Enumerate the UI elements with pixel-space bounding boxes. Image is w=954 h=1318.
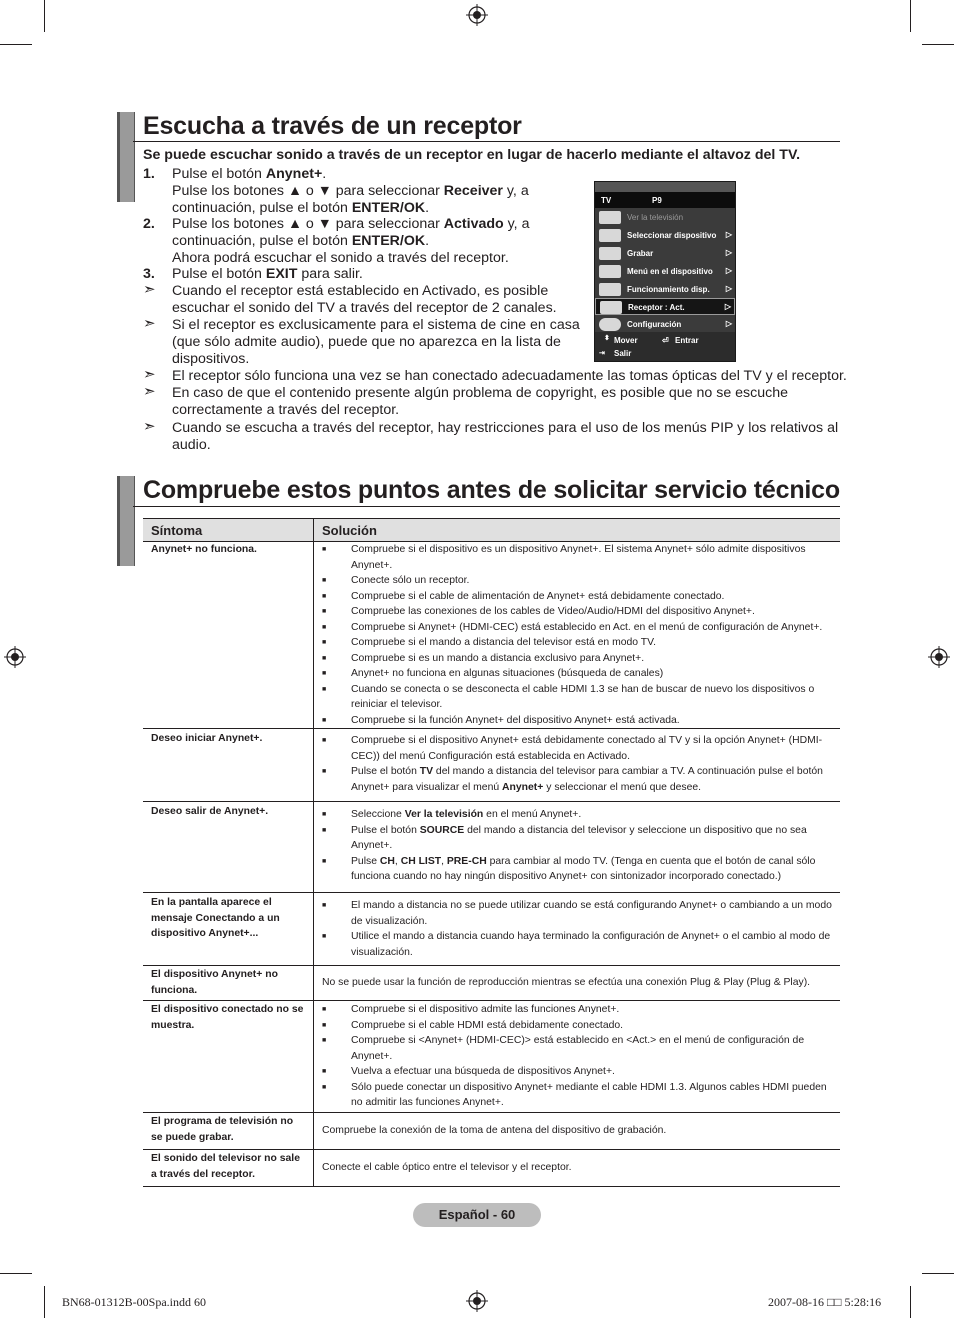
note-arrow-icon: ➣ <box>143 315 156 332</box>
arrow-right-icon: ▷ <box>725 266 732 275</box>
registration-mark-icon <box>466 1290 488 1312</box>
table-row <box>143 802 840 893</box>
section1-intro: Se puede escuchar sonido a través de un receptor en lugar de hacerlo mediante el altavoz del TV. <box>143 147 801 163</box>
osd-item-ver-television[interactable]: Ver la televisión <box>595 209 735 226</box>
section-divider <box>133 141 840 142</box>
table-row <box>143 1113 840 1150</box>
anynet-menu-screenshot <box>594 181 736 362</box>
table-row <box>143 729 840 802</box>
solution: ■ Compruebe si el dispositivo es un dispositivo Anynet+. El sistema Anynet+ sólo admite dispositivos Anynet+. ■ Conecte sólo un receptor. ■ Compruebe si el cable de alimentación de Anynet+ está debidamente conectado. ■ Compruebe las conexiones de los cables de Video/Audio/HDMI del dispositivo Anynet+. ■ Compruebe si Anynet+ (HDMI-CEC) está establecido en Act. en el menú de configuración de Anynet+. ■ Compruebe si el mando a distancia del televisor está en modo TV. ■ Compruebe si es un mando a distancia exclusivo para Anynet+. ■ Anynet+ no funciona en algunas situaciones (búsqueda de canales) ■ Cuando se conecta o se desconecta el cable HDMI 1.3 se han de buscar de nuevo los dispositivos o reiniciar el televisor. ■ Compruebe si la función Anynet+ del dispositivo Anynet+ está activada. <box>314 542 841 729</box>
solution: ■ Compruebe si el dispositivo admite las funciones Anynet+. ■ Compruebe si el cable HDMI está debidamente conectado. ■ Compruebe si <Anynet+ (HDMI-CEC)> está establecido en <Act.> en el menú de configuración de Anynet+. ■ Vuelva a efectuar una búsqueda de dispositivos Anynet+. ■ Sólo puede conectar un dispositivo Anynet+ mediante el cable HDMI 1.3. Algunos cables HDMI pueden no admitir las funciones Anynet+. <box>314 1001 841 1113</box>
solution: ■ Compruebe si el dispositivo Anynet+ está debidamente conectado al TV y si la opción Anynet+ (HDMI-CEC)) del menú Configuración está establecida en Activado. ■ Pulse el botón TV del mando a distancia del televisor para cambiar a TV. A continuación pulse el botón Anynet+ para visualizar el menú Anynet+ y seleccionar el menú que desee. <box>314 729 841 802</box>
registration-mark-icon <box>4 646 26 668</box>
osd-exit-label: Salir <box>614 349 632 358</box>
crop-mark <box>910 0 911 32</box>
col-symptom: Síntoma <box>143 519 314 542</box>
solution: Conecte el cable óptico entre el televisor y el receptor. <box>314 1150 841 1187</box>
table-row <box>143 1150 840 1187</box>
crop-mark <box>44 0 45 32</box>
symptom: Deseo iniciar Anynet+. <box>143 729 314 802</box>
section-divider <box>133 506 840 507</box>
osd-top-bar <box>595 182 735 192</box>
note-4: En caso de que el contenido presente algún problema de copyright, es posible que no se escuche correctamente a través del receptor. <box>172 385 788 418</box>
note-5: Cuando se escucha a través del receptor, hay restricciones para el uso de los menús PIP y los relativos al audio. <box>172 420 839 453</box>
step-number: 2. <box>143 216 155 232</box>
troubleshooting-table <box>143 518 840 1187</box>
arrow-right-icon: ▷ <box>725 319 732 328</box>
crop-mark <box>910 1286 911 1318</box>
osd-header <box>595 192 735 208</box>
note-3: El receptor sólo funciona una vez se han conectado adecuadamente las tomas ópticas del TV y el receptor. <box>172 368 847 384</box>
osd-item-receptor[interactable]: Receptor : Act. ▷ <box>595 298 735 315</box>
osd-item-funcionamiento[interactable]: Funcionamiento disp. ▷ <box>595 281 735 298</box>
footer-file: BN68-01312B-00Spa.indd 60 <box>62 1295 206 1309</box>
receiver-icon <box>600 301 622 314</box>
osd-item-configuracion[interactable]: Configuración ▷ <box>595 316 735 333</box>
table-header-row <box>143 519 840 542</box>
arrow-right-icon: ▷ <box>725 284 732 293</box>
crop-mark <box>0 44 32 45</box>
symptom: En la pantalla aparece el mensaje Conectando a un dispositivo Anynet+... <box>143 893 314 966</box>
solution: ■ El mando a distancia no se puede utilizar cuando se está configurando Anynet+ o cambiando a un modo de visualización. ■ Utilice el mando a distancia cuando haya terminado la configuración de Anynet+ o el cambio al modo de visualización. <box>314 893 841 966</box>
section2-title: Compruebe estos puntos antes de solicitar servicio técnico <box>143 476 840 504</box>
solution: No se puede usar la función de reproducción mientras se efectúa una conexión Plug & Play (Plug & Play). <box>314 966 841 1001</box>
step-2: Pulse los botones ▲ o ▼ para seleccionar Activado y, a continuación, pulse el botón ENTER/OK. Ahora podrá escuchar el sonido a través del receptor. <box>172 216 530 266</box>
record-icon <box>599 247 621 260</box>
osd-item-seleccionar-dispositivo[interactable]: Seleccionar dispositivo ▷ <box>595 227 735 244</box>
crop-mark <box>0 1273 32 1274</box>
crop-mark <box>922 1273 954 1274</box>
step-number: 1. <box>143 166 155 182</box>
section-marker <box>117 112 135 202</box>
page-number: Español - 60 <box>413 1203 541 1227</box>
col-solution: Solución <box>314 519 841 542</box>
step-number: 3. <box>143 266 155 282</box>
osd-enter-label: Entrar <box>675 336 699 345</box>
osd-channel: P9 <box>652 196 662 205</box>
operation-icon <box>599 283 621 296</box>
osd-item-grabar[interactable]: Grabar ▷ <box>595 245 735 262</box>
section-marker <box>117 476 135 566</box>
footer-date: 2007-08-16 □□ 5:28:16 <box>768 1295 882 1309</box>
table-row <box>143 966 840 1001</box>
gear-icon <box>599 318 621 331</box>
osd-footer <box>595 332 735 361</box>
arrow-right-icon: ▷ <box>725 230 732 239</box>
registration-mark-icon <box>466 4 488 26</box>
enter-icon: ⏎ <box>662 336 669 345</box>
arrow-right-icon: ▷ <box>724 302 731 311</box>
note-arrow-icon: ➣ <box>143 418 156 435</box>
note-arrow-icon: ➣ <box>143 383 156 400</box>
symptom: Anynet+ no funciona. <box>143 542 314 729</box>
updown-icon: ⬍ <box>604 335 610 342</box>
device-icon <box>599 229 621 242</box>
note-arrow-icon: ➣ <box>143 281 156 298</box>
symptom: El sonido del televisor no sale a través del receptor. <box>143 1150 314 1187</box>
table-row <box>143 1001 840 1113</box>
solution: Compruebe la conexión de la toma de antena del dispositivo de grabación. <box>314 1113 841 1150</box>
menu-icon <box>599 265 621 278</box>
symptom: El programa de televisión no se puede grabar. <box>143 1113 314 1150</box>
arrow-right-icon: ▷ <box>725 248 732 257</box>
note-arrow-icon: ➣ <box>143 366 156 383</box>
step-3: Pulse el botón EXIT para salir. <box>172 266 363 282</box>
crop-mark <box>922 44 954 45</box>
osd-item-menu-dispositivo[interactable]: Menú en el dispositivo ▷ <box>595 263 735 280</box>
registration-mark-icon <box>928 646 950 668</box>
symptom: Deseo salir de Anynet+. <box>143 802 314 893</box>
table-row <box>143 893 840 966</box>
symptom: El dispositivo Anynet+ no funciona. <box>143 966 314 1001</box>
step-1: Pulse el botón Anynet+. Pulse los botones ▲ o ▼ para seleccionar Receiver y, a continuación, pulse el botón ENTER/OK. <box>172 166 529 216</box>
osd-move-label: Mover <box>614 336 638 345</box>
table-row <box>143 542 840 729</box>
solution: ■ Seleccione Ver la televisión en el menú Anynet+. ■ Pulse el botón SOURCE del mando a distancia del televisor y seleccione un dispositivo que no sea Anynet+. ■ Pulse CH, CH LIST, PRE-CH para cambiar al modo TV. (Tenga en cuenta que el botón de canal sólo funciona cuando no hay ningún dispositivo Anynet+ con sintonizador incorporado conectado.) <box>314 802 841 893</box>
crop-mark <box>44 1286 45 1318</box>
symptom: El dispositivo conectado no se muestra. <box>143 1001 314 1113</box>
note-1: Cuando el receptor está establecido en Activado, es posible escuchar el sonido del TV a través del receptor de 2 canales. <box>172 283 557 316</box>
section1-title: Escucha a través de un receptor <box>143 112 522 140</box>
tv-icon <box>599 211 621 224</box>
osd-source: TV <box>601 196 612 205</box>
exit-icon: ⇥ <box>599 350 605 357</box>
note-2: Si el receptor es exclusicamente para el sistema de cine en casa (que sólo admite audio), puede que no aparezca en la lista de dispositivos. <box>172 317 580 367</box>
